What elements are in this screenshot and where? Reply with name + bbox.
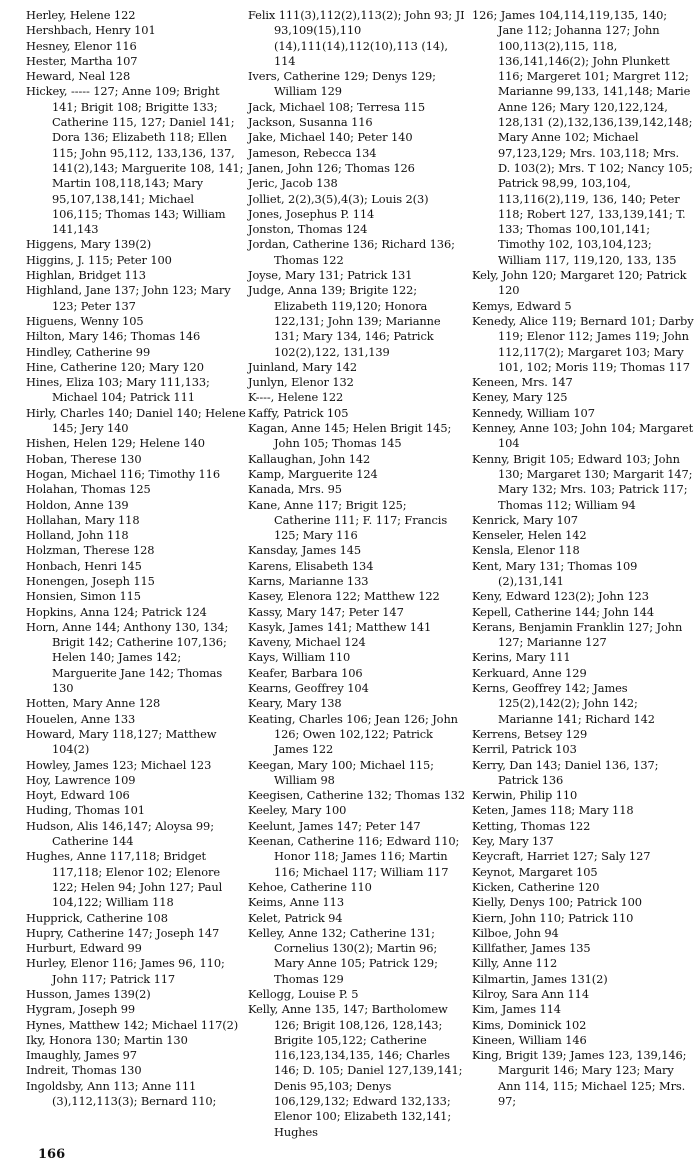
index-entry: Hishen, Helen 129; Helene 140 — [26, 436, 205, 451]
index-entry: Kehoe, Catherine 110 — [248, 879, 372, 894]
index-entry: Higuens, Wenny 105 — [26, 313, 144, 328]
index-entry: Kaveny, Michael 124 — [248, 635, 366, 650]
index-entry: Keafer, Barbara 106 — [248, 665, 363, 680]
index-entry: Higgins, J. 115; Peter 100 — [26, 252, 172, 267]
index-entry: Kilboe, John 94 — [472, 925, 559, 940]
index-entry: Kennedy, William 107 — [472, 405, 595, 420]
index-entry: Jackson, Susanna 116 — [248, 115, 373, 130]
index-entry: Keny, Edward 123(2); John 123 — [472, 589, 649, 604]
index-entry: Keegan, Mary 100; Michael 115; William 98 — [248, 757, 434, 787]
index-entry: Jonston, Thomas 124 — [248, 222, 368, 237]
index-entry: Keeley, Mary 100 — [248, 803, 347, 818]
index-entry: Kelly, Anne 135, 147; Bartholomew 126; Brigit 108,126, 128,143; Brigite 105,122; Catherine 116,123,134,135, 146; Charles 146; D. 105; Daniel 127,139,141; Denis 95,103; Denys 106,129,132; Edward 132,133; Elenor 100; Elizabeth 132,141; Hughes — [248, 1002, 463, 1139]
index-entry: Keelunt, James 147; Peter 147 — [248, 818, 421, 833]
index-entry: Ingoldsby, Ann 113; Anne 111 (3),112,113(3); Bernard 110; — [26, 1078, 217, 1109]
index-entry: Kepell, Catherine 144; John 144 — [472, 604, 655, 619]
index-entry: King, Brigit 139; James 123, 139,146; Margurit 146; Mary 123; Mary Ann 114, 115; Michael 125; Mrs. 97; — [472, 1048, 687, 1109]
index-entry: Honsien, Simon 115 — [26, 589, 141, 604]
index-entry: Imaughly, James 97 — [26, 1048, 137, 1063]
index-entry: Jack, Michael 108; Terresa 115 — [248, 99, 425, 114]
index-entry: Hopkins, Anna 124; Patrick 124 — [26, 604, 207, 619]
index-entry: Keating, Charles 106; Jean 126; John 126; Owen 102,122; Patrick James 122 — [248, 711, 458, 757]
index-entry: Kim, James 114 — [472, 1002, 561, 1017]
index-entry: Kelley, Anne 132; Catherine 131; Cornelius 130(2); Martin 96; Mary Anne 105; Patrick 129; Thomas 129 — [248, 925, 438, 986]
index-entry: Kane, Anne 117; Brigit 125; Catherine 111; F. 117; Francis 125; Mary 116 — [248, 497, 448, 543]
index-entry: K----, Helene 122 — [248, 390, 344, 405]
index-entry: Kensla, Elenor 118 — [472, 543, 580, 558]
index-entry: Kaffy, Patrick 105 — [248, 405, 349, 420]
index-entry: Hester, Martha 107 — [26, 53, 138, 68]
index-entry: Jameson, Rebecca 134 — [248, 145, 377, 160]
index-entry: Kerwin, Philip 110 — [472, 788, 578, 803]
index-entry: Killfather, James 135 — [472, 941, 591, 956]
index-entry: Husson, James 139(2) — [26, 987, 151, 1001]
index-entry: Howley, James 123; Michael 123 — [26, 757, 212, 772]
index-entry: Kasey, Elenora 122; Matthew 122 — [248, 589, 440, 604]
index-entry: Hogan, Michael 116; Timothy 116 — [26, 466, 220, 481]
index-entry: Kelet, Patrick 94 — [248, 910, 343, 925]
index-entry: Keary, Mary 138 — [248, 696, 342, 711]
index-entry: Hurley, Elenor 116; James 96, 110; John 117; Patrick 117 — [26, 956, 225, 986]
index-entry: Keneen, Mrs. 147 — [472, 375, 573, 390]
index-entry: Kerry, Dan 143; Daniel 136, 137; Patrick 136 — [472, 757, 659, 787]
index-entry: Kenney, Anne 103; John 104; Margaret 104 — [472, 421, 694, 451]
index-entry: Houelen, Anne 133 — [26, 711, 136, 726]
index-entry: Honengen, Joseph 115 — [26, 573, 155, 588]
index-entry: Judge, Anna 139; Brigite 122; Elizabeth 119,120; Honora 122,131; John 139; Marianne 131; Mary 134, 146; Patrick 102(2),122, 131,139 — [248, 283, 441, 359]
index-entry: Jake, Michael 140; Peter 140 — [248, 130, 413, 145]
index-entry: Kent, Mary 131; Thomas 109 (2),131,141 — [472, 558, 638, 588]
index-entry: Kerins, Mary 111 — [472, 650, 571, 665]
index-entry: Holahan, Thomas 125 — [26, 482, 151, 497]
index-entry: Kims, Dominick 102 — [472, 1017, 587, 1032]
index-entry: Keynot, Margaret 105 — [472, 864, 598, 879]
index-entry: Kicken, Catherine 120 — [472, 879, 600, 894]
index-entry: Jones, Josephus P. 114 — [248, 206, 375, 221]
index-entry: Kerans, Benjamin Franklin 127; John 127; Marianne 127 — [472, 619, 683, 650]
index-entry: Jordan, Catherine 136; Richard 136; Thomas 122 — [248, 237, 455, 267]
index-entry: Kenseler, Helen 142 — [472, 528, 587, 543]
index-entry: Hynes, Matthew 142; Michael 117(2) — [26, 1017, 239, 1032]
index-entry: Hudson, Alis 146,147; Aloysa 99; Catherine 144 — [26, 818, 214, 849]
index-entry: Hollahan, Mary 118 — [26, 512, 140, 527]
index-entry: Jolliet, 2(2),3(5),4(3); Louis 2(3) — [248, 191, 429, 206]
index-entry: Kasyk, James 141; Matthew 141 — [248, 619, 432, 634]
index-entry: Horn, Anne 144; Anthony 130, 134; Brigit 142; Catherine 107,136; Helen 140; James 142; Marguerite Jane 142; Thomas 130 — [26, 619, 229, 696]
index-entry: Hupry, Catherine 147; Joseph 147 — [26, 925, 220, 940]
index-entry: Holzman, Therese 128 — [26, 543, 155, 558]
index-entry: Kerril, Patrick 103 — [472, 742, 577, 757]
index-entry: Indreit, Thomas 130 — [26, 1063, 142, 1078]
index-entry: Iky, Honora 130; Martin 130 — [26, 1032, 188, 1047]
index-entry: Kearns, Geoffrey 104 — [248, 681, 369, 696]
index-entry: Keegisen, Catherine 132; Thomas 132 — [248, 788, 466, 803]
index-entry: Kerkuard, Anne 129 — [472, 665, 587, 680]
index-entry: Hirly, Charles 140; Daniel 140; Helene 145; Jery 140 — [26, 405, 246, 436]
index-entry: Hesney, Elenor 116 — [26, 38, 137, 53]
index-entry: Hughes, Anne 117,118; Bridget 117,118; Elenor 102; Elenore 122; Helen 94; John 127; Paul 104,122; William 118 — [26, 849, 223, 910]
index-entry: Hoban, Therese 130 — [26, 451, 142, 466]
index-entry: Huding, Thomas 101 — [26, 803, 145, 818]
index-entry: Highland, Jane 137; John 123; Mary 123; Peter 137 — [26, 283, 231, 313]
index-entry: Keenan, Catherine 116; Edward 110; Honor 118; James 116; Martin 116; Michael 117; William 117 — [248, 834, 460, 879]
index-entry: Kellogg, Louise P. 5 — [248, 987, 359, 1001]
index-entry: Herley, Helene 122 — [26, 8, 136, 22]
index-entry: Felix 111(3),112(2),113(2); John 93; JI 93,109(15),110 (14),111(14),112(10),113 (14), 114 — [248, 8, 465, 68]
index-entry: Kilmartin, James 131(2) — [472, 971, 608, 986]
index-entry: Kely, John 120; Margaret 120; Patrick 120 — [472, 268, 687, 298]
index-entry: Ivers, Catherine 129; Denys 129; William 129 — [248, 69, 436, 99]
index-entry: Junlyn, Elenor 132 — [248, 375, 354, 390]
index-entry: Keney, Mary 125 — [472, 390, 568, 405]
index-entry: Hoy, Lawrence 109 — [26, 772, 136, 787]
index-entry: Kanada, Mrs. 95 — [248, 482, 342, 497]
index-entry: Hindley, Catherine 99 — [26, 344, 151, 359]
index-entry: Karens, Elisabeth 134 — [248, 558, 374, 573]
index-entry: Highlan, Bridget 113 — [26, 268, 146, 283]
index-entry: Karns, Marianne 133 — [248, 573, 369, 588]
index-entry: Juinland, Mary 142 — [248, 359, 358, 374]
index-entry: Hoyt, Edward 106 — [26, 788, 130, 803]
index-entry: Key, Mary 137 — [472, 834, 554, 849]
index-entry: Hurburt, Edward 99 — [26, 941, 142, 956]
index-entry: Kamp, Marguerite 124 — [248, 466, 378, 481]
index-entry: Kenedy, Alice 119; Bernard 101; Darby 119; Elenor 112; James 119; John 112,117(2); Margaret 103; Mary 101, 102; Moris 119; Thomas 117 — [472, 313, 694, 374]
index-entry: Keycraft, Harriet 127; Saly 127 — [472, 849, 651, 864]
index-entry: Keims, Anne 113 — [248, 895, 344, 910]
index-column-1 — [26, 8, 246, 1109]
index-entry: Kagan, Anne 145; Helen Brigit 145; John 105; Thomas 145 — [248, 421, 452, 451]
index-entry: Hygram, Joseph 99 — [26, 1002, 135, 1017]
index-entry: 126; James 104,114,119,135, 140; Jane 112; Johanna 127; John 100,113(2),115, 118, 136,141,146(2); John Plunkett 116; Margeret 101; Margret 112; Marianne 99,133, 141,148; Marie Anne 126; Mary 120,122,124, 128,131 (2),132,136,139,142,148; Mary Anne 102; Michael 97,123,129; Mrs. 103,118; Mrs. D. 103(2); Mrs. T 102; Nancy 105; Patrick 98,99, 103,104, 113,116(2),119, 136, 140; Peter 118; Robert 127, 133,139,141; T. 133; Thomas 100,101,141; Timothy 102, 103,104,123; William 117, 119,120, 133, 135 — [472, 8, 693, 267]
index-column-3 — [472, 8, 694, 1109]
index-entry: Honbach, Henri 145 — [26, 558, 142, 573]
index-entry: Hickey, ----- 127; Anne 109; Bright 141; Brigit 108; Brigitte 133; Catherine 115, 127; Daniel 141; Dora 136; Elizabeth 118; Ellen 115; John 95,112, 133,136, 137, 141(2),143; Marguerite 108, 141; Martin 108,118,143; Mary 95,107,138,141; Michael 106,115; Thomas 143; William 141,143 — [26, 84, 244, 237]
index-entry: Ketting, Thomas 122 — [472, 818, 591, 833]
index-entry: Hotten, Mary Anne 128 — [26, 696, 161, 711]
index-entry: Killy, Anne 112 — [472, 956, 558, 971]
index-column-2 — [248, 8, 466, 1140]
index-entry: Hershbach, Henry 101 — [26, 23, 156, 38]
index-entry: Kemys, Edward 5 — [472, 298, 572, 313]
index-entry: Kansday, James 145 — [248, 543, 362, 558]
index-entry: Kays, William 110 — [248, 650, 351, 665]
index-entry: Kenny, Brigit 105; Edward 103; John 130; Margaret 130; Margarit 147; Mary 132; Mrs. 103; Patrick 117; Thomas 112; William 94 — [472, 451, 693, 512]
index-entry: Hines, Eliza 103; Mary 111,133; Michael 104; Patrick 111 — [26, 375, 210, 405]
index-entry: Kallaughan, John 142 — [248, 451, 371, 466]
index-entry: Kielly, Denys 100; Patrick 100 — [472, 895, 642, 910]
index-entry: Kiern, John 110; Patrick 110 — [472, 910, 634, 925]
index-entry: Holdon, Anne 139 — [26, 497, 129, 512]
index-entry: Jeric, Jacob 138 — [248, 176, 338, 191]
page-number: 166 — [38, 1147, 66, 1162]
index-entry: Howard, Mary 118,127; Matthew 104(2) — [26, 726, 217, 757]
index-entry: Heward, Neal 128 — [26, 69, 131, 84]
index-entry: Higgens, Mary 139(2) — [26, 237, 152, 252]
index-entry: Kilroy, Sara Ann 114 — [472, 987, 589, 1001]
index-entry: Kerrens, Betsey 129 — [472, 726, 588, 741]
index-entry: Kerns, Geoffrey 142; James 125(2),142(2); John 142; Marianne 141; Richard 142 — [472, 681, 655, 726]
index-entry: Kineen, William 146 — [472, 1032, 587, 1047]
index-entry: Kassy, Mary 147; Peter 147 — [248, 604, 404, 619]
index-entry: Hilton, Mary 146; Thomas 146 — [26, 329, 201, 344]
index-entry: Kenrick, Mary 107 — [472, 512, 578, 527]
index-entry: Keten, James 118; Mary 118 — [472, 803, 634, 818]
index-entry: Holland, John 118 — [26, 528, 129, 543]
index-entry: Janen, John 126; Thomas 126 — [248, 160, 415, 175]
index-entry: Hupprick, Catherine 108 — [26, 910, 168, 925]
index-entry: Joyse, Mary 131; Patrick 131 — [248, 268, 413, 283]
index-entry: Hine, Catherine 120; Mary 120 — [26, 359, 204, 374]
